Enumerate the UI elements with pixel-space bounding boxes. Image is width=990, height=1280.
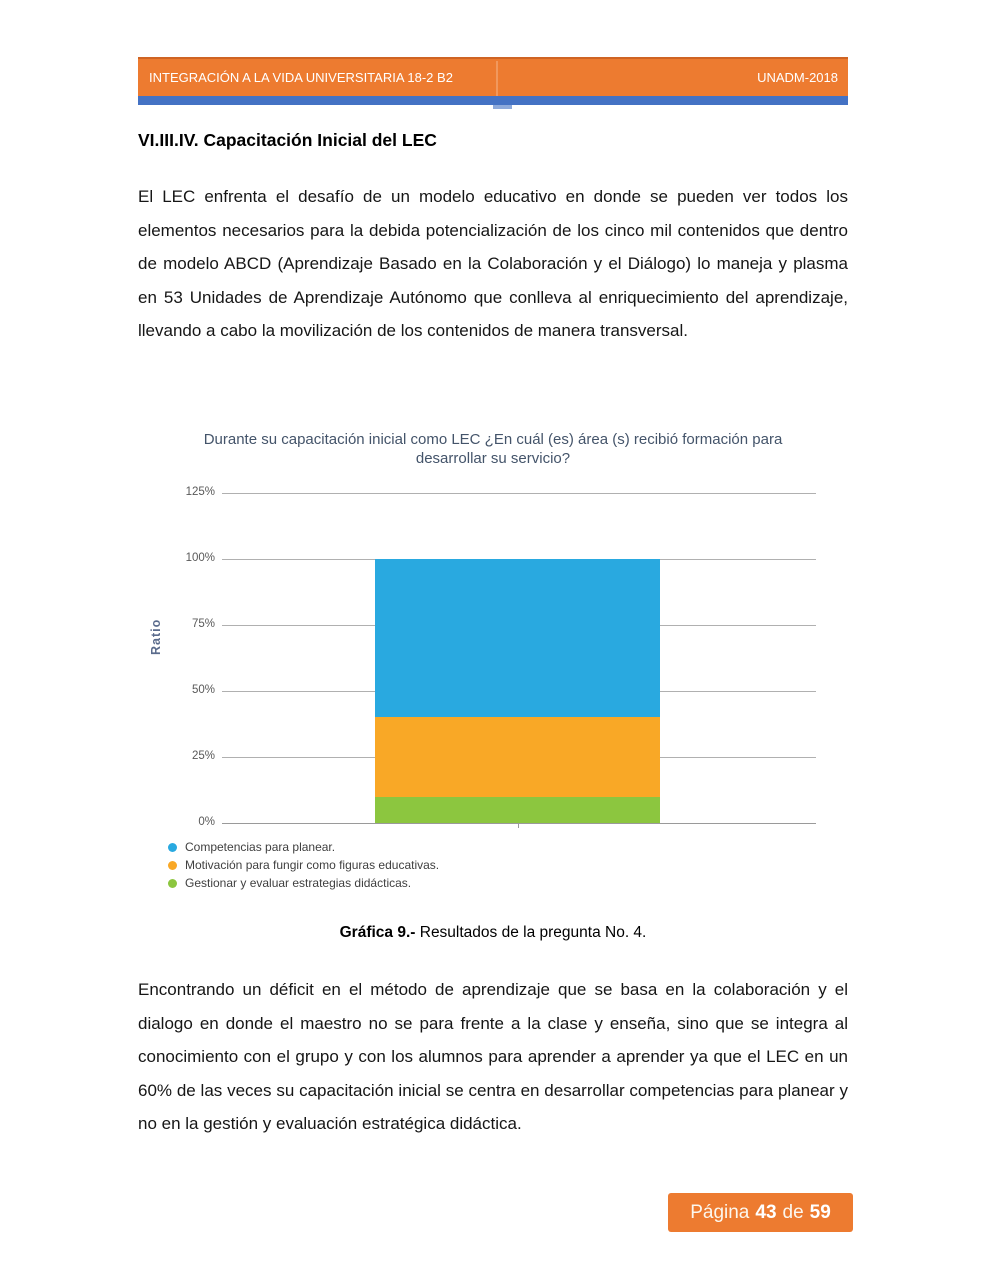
- body-paragraph-1: El LEC enfrenta el desafío de un modelo educativo en donde se pueden ver todos los elementos necesarios para la debida potencialización de los cinco mil contenidos que dentro de modelo ABCD (Aprendizaje Basado en la Colaboración y el Diálogo) lo maneja y plasma en 53 Unidades de Aprendizaje Autónomo que conlleva al enriquecimiento del aprendizaje, llevando a cabo la movilización de los contenidos de manera transversal.: [138, 187, 848, 341]
- y-tick-label-125: 125%: [185, 486, 215, 498]
- stacked-bar: [375, 559, 660, 823]
- figure-caption-text: Resultados de la pregunta No. 4.: [415, 924, 647, 941]
- legend-item: [168, 856, 439, 874]
- legend-item: [168, 838, 439, 856]
- gridline-0: [222, 823, 816, 824]
- page-number-separator: de: [782, 1201, 804, 1223]
- gridline-125: [222, 493, 816, 494]
- header-underline-bar: [138, 96, 848, 105]
- stacked-bar-chart: [138, 430, 848, 895]
- figure-caption-number: Gráfica 9.-: [339, 924, 416, 941]
- y-tick-label-50: 50%: [191, 684, 215, 696]
- legend-label: Motivación para fungir como figuras educativas.: [185, 858, 440, 872]
- bar-segment-2: [375, 717, 660, 796]
- header-underline-tab: [493, 105, 512, 109]
- chart-title: Durante su capacitación inicial como LEC ¿En cuál (es) área (s) recibió formación para desarrollar su servicio?: [203, 431, 783, 467]
- chart-legend: [168, 838, 439, 892]
- legend-label: Competencias para planear.: [185, 840, 336, 854]
- page-number-total: 59: [809, 1201, 831, 1223]
- section-heading: VI.III.IV. Capacitación Inicial del LEC: [138, 130, 437, 150]
- page-number-badge: [668, 1193, 853, 1232]
- header-divider: [496, 61, 498, 96]
- chart-plot: [149, 486, 816, 828]
- legend-dot-blue-icon: [168, 843, 177, 852]
- y-tick-label-75: 75%: [191, 618, 215, 630]
- y-tick-label-25: 25%: [191, 750, 215, 762]
- legend-label: Gestionar y evaluar estrategias didácticas.: [185, 876, 412, 890]
- page-number-current: 43: [755, 1201, 777, 1223]
- legend-item: [168, 874, 439, 892]
- y-tick-label-100: 100%: [185, 552, 215, 564]
- bar-segment-1: [375, 559, 660, 717]
- header-course-title: INTEGRACIÓN A LA VIDA UNIVERSITARIA 18-2 B2: [149, 70, 453, 85]
- y-axis-label: Ratio: [149, 618, 163, 655]
- y-tick-label-0: 0%: [198, 816, 215, 828]
- header-bar: [138, 57, 848, 96]
- body-paragraph-2: Encontrando un déficit en el método de aprendizaje que se basa en la colaboración y el dialogo en donde el maestro no se para frente a la clase y enseña, sino que se integra al conocimiento con el grupo y con los alumnos para aprender a aprender ya que el LEC en un 60% de las veces su capacitación inicial se centra en desarrollar competencias para planear y no en la gestión y evaluación estratégica didáctica.: [138, 980, 848, 1134]
- figure-caption: [138, 924, 848, 942]
- legend-dot-orange-icon: [168, 861, 177, 870]
- header-institution-label: UNADM-2018: [757, 70, 838, 85]
- legend-dot-green-icon: [168, 879, 177, 888]
- page-number-label: Página: [690, 1201, 750, 1223]
- bar-segment-3: [375, 797, 660, 823]
